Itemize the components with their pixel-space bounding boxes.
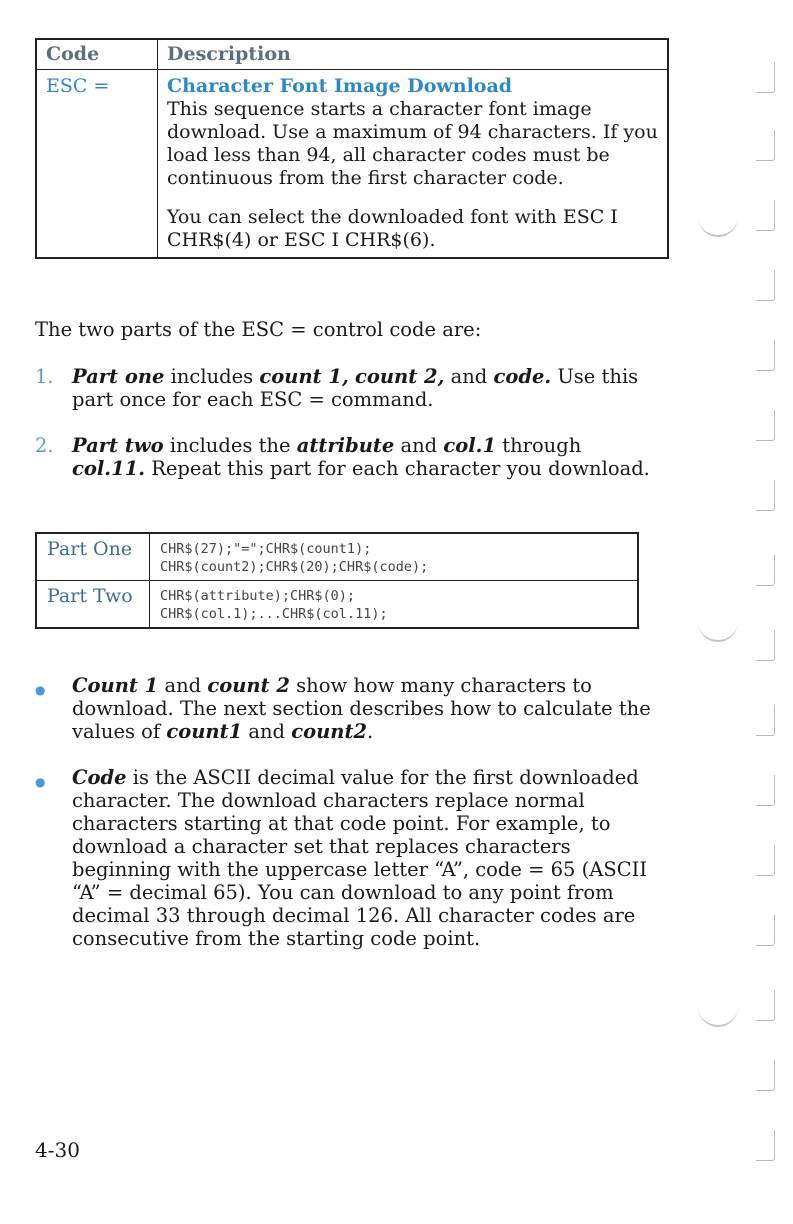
binder-hole (698, 600, 738, 642)
binder-mark (756, 775, 775, 806)
part-code: CHR$(27);"=";CHR$(count1); CHR$(count2);CHR$(20);CHR$(code); (150, 533, 639, 581)
page-number: 4-30 (35, 1138, 80, 1162)
description-paragraph-1: This sequence starts a character font image download. Use a maximum of 94 characters. If you load less than 94, all character codes must be continuous from the first character code. (167, 98, 658, 189)
escape-code-cell: ESC = (36, 70, 158, 259)
list-item: 2. Part two includes the attribute and col.1 through col.11. Repeat this part for each character you download. (35, 434, 650, 480)
binder-mark (756, 62, 775, 93)
binder-mark (756, 1060, 775, 1091)
bullet-list (35, 674, 655, 973)
binder-mark (756, 915, 775, 946)
binder-mark (756, 480, 775, 511)
part-code: CHR$(attribute);CHR$(0); CHR$(col.1);...CHR$(col.11); (150, 581, 639, 629)
binder-mark (756, 410, 775, 441)
table-row (36, 581, 638, 629)
table-row (36, 533, 638, 581)
description-title: Character Font Image Download (167, 75, 513, 97)
list-item: ● Count 1 and count 2 show how many characters to download. The next section describes how to calculate the values of count1 and count2. (35, 674, 651, 743)
parts-table (35, 532, 639, 629)
binder-mark (756, 270, 775, 301)
description-column-header: Description (158, 39, 669, 70)
bullet-icon: ● (35, 683, 46, 697)
binder-mark (756, 200, 775, 231)
part-label: Part One (36, 533, 150, 581)
binder-mark (756, 990, 775, 1021)
code-column-header: Code (36, 39, 158, 70)
list-item: ● Code is the ASCII decimal value for the first downloaded character. The download characters replace normal characters starting at that code point. For example, to download a character set that replaces characters beginning with the uppercase letter “A”, code = 65 (ASCII “A” = decimal 65). You can download to any point from decimal 33 through decimal 126. All character codes are consecutive from the starting code point. (35, 766, 648, 950)
binder-hole (698, 195, 738, 237)
intro-text: The two parts of the ESC = control code are: (35, 318, 482, 341)
list-item: 1. Part one includes count 1, count 2, and code. Use this part once for each ESC = command. (35, 365, 639, 411)
binder-mark (756, 630, 775, 661)
code-description-table (35, 38, 669, 259)
binder-mark (756, 1130, 775, 1161)
binder-hole (698, 985, 738, 1027)
binder-mark (756, 340, 775, 371)
binder-mark (756, 130, 775, 161)
binder-mark (756, 555, 775, 586)
binder-mark (756, 705, 775, 736)
binder-mark (756, 845, 775, 876)
list-number: 2. (35, 434, 54, 457)
bullet-icon: ● (35, 775, 46, 789)
numbered-list (35, 365, 655, 503)
description-paragraph-2: You can select the downloaded font with ESC I CHR$(4) or ESC I CHR$(6). (167, 206, 618, 251)
list-number: 1. (35, 365, 54, 388)
part-label: Part Two (36, 581, 150, 629)
description-cell (158, 70, 669, 259)
